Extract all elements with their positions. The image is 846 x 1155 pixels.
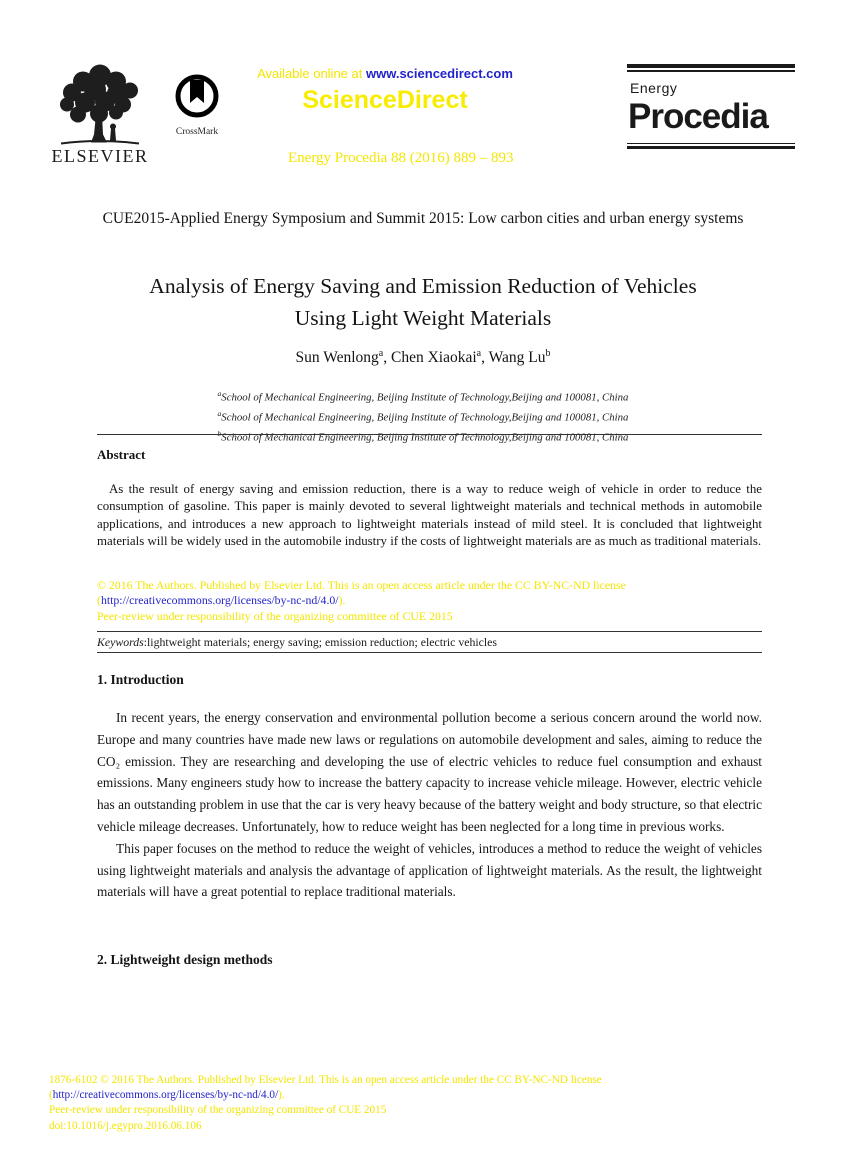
- affiliation-line: [83, 406, 763, 426]
- energy-procedia-logo: [627, 64, 795, 149]
- logo-rule-top-thick: [627, 64, 795, 68]
- author: [489, 349, 551, 366]
- introduction-heading: 1. Introduction: [97, 672, 184, 687]
- license-block: [97, 578, 777, 624]
- affiliation-line: [83, 386, 763, 406]
- crossmark-label: CrossMark: [175, 127, 219, 137]
- paren-open: (: [49, 1089, 53, 1102]
- author-separator: ,: [481, 349, 489, 367]
- keywords-line: [97, 635, 762, 650]
- affiliation-text: School of Mechanical Engineering, Beijing Institute of Technology,Beijing and 100081, China: [221, 411, 629, 424]
- logo-rule-top-thin: [627, 70, 795, 72]
- abstract-heading: Abstract: [97, 447, 146, 462]
- elsevier-wordmark: ELSEVIER: [51, 146, 149, 166]
- author-name: Sun Wenlong: [295, 349, 379, 367]
- authors-line: [83, 348, 763, 367]
- license-url-line: [97, 593, 777, 608]
- available-online-text: Available online at: [257, 66, 366, 81]
- intro-paragraph-1: In recent years, the energy conservation and environmental pollution become a serious concern around the world now. Europe and many countries have made new laws or regulations on automobile development and sales, aiming to reduce the CO₂ emission. They are researching and developing the use of electric vehicles to reduce fuel consumption and exhaust emissions. Many engineers study how to increase the battery capacity to increase vehicle mileage. However, electric vehicle has an outstanding problem in use that the car is very heavy because of the battery weight and body structure, so that electric vehicle mileage decreases. Unfortunately, how to reduce weight has been neglected for a long time in previous works.: [97, 710, 762, 834]
- available-online-line: [240, 66, 530, 81]
- affiliation-mark: a: [217, 389, 222, 398]
- affiliations-divider: [97, 434, 762, 435]
- peer-review-line: Peer-review under responsibility of the organizing committee of CUE 2015: [97, 608, 453, 623]
- paren-close: ).: [338, 593, 346, 608]
- author-affiliation-mark: b: [545, 348, 551, 359]
- conference-title: CUE2015-Applied Energy Symposium and Summit 2015: Low carbon cities and urban energy systems: [102, 210, 744, 227]
- sciencedirect-url-link[interactable]: www.sciencedirect.com: [365, 66, 513, 81]
- license-url-link[interactable]: http://creativecommons.org/licenses/by-nc-nd/4.0/: [100, 593, 339, 608]
- footer-url-line: [49, 1088, 769, 1103]
- keywords-label: Keywords: [97, 635, 144, 649]
- journal-logo-energy: Energy: [630, 79, 678, 96]
- paren-close: ).: [278, 1089, 285, 1102]
- footer-issn-line: 1876-6102 © 2016 The Authors. Published by Elsevier Ltd. This is an open access article under the CC BY-NC-ND license: [49, 1074, 602, 1086]
- logo-rule-bottom-thick: [627, 146, 795, 149]
- affiliation-line: [83, 426, 763, 446]
- journal-logo-procedia: Procedia: [628, 96, 768, 136]
- article-title: Analysis of Energy Saving and Emission Reduction of Vehicles Using Light Weight Materials: [149, 274, 697, 330]
- intro-paragraph-2: This paper focuses on the method to reduce the weight of vehicles, introduces a method to reduce the weight of vehicles using lightweight materials and analysis the advantage of application of lightweight materials. As the result, the lightweight materials will have a great potential to replace traditional materials.: [97, 840, 762, 900]
- footer-url-link[interactable]: http://creativecommons.org/licenses/by-nc-nd/4.0/: [52, 1089, 279, 1102]
- author-affiliation-mark: a: [476, 348, 482, 359]
- journal-citation: Energy Procedia 88 (2016) 889 – 893: [288, 150, 514, 166]
- affiliation-mark: b: [217, 429, 222, 439]
- keywords-divider-bottom: [97, 652, 762, 653]
- author-separator: ,: [383, 349, 391, 367]
- sciencedirect-block: [240, 66, 530, 115]
- logo-rule-bottom-thin: [627, 143, 795, 145]
- affiliation-text: School of Mechanical Engineering, Beijing Institute of Technology,Beijing and 100081, China: [221, 391, 629, 404]
- crossmark-badge[interactable]: [171, 72, 223, 137]
- footer-doi: doi:10.1016/j.egypro.2016.06.106: [49, 1119, 202, 1132]
- abstract-body: As the result of energy saving and emission reduction, there is a way to reduce weigh of vehicle in order to reduce the consumption of gasoline. This paper is mainly devoted to several lightweight materials and technical methods in automobile applications, and introduces a new approach to lightweight materials instead of mild steel. It is concluded that lightweight materials will be widely used in the automobile industry if the costs of lightweight materials are as much as traditional materials.: [97, 482, 762, 548]
- introduction-body: [97, 707, 762, 903]
- author: [391, 349, 489, 366]
- crossmark-bookmark-icon: [173, 107, 221, 124]
- affiliation-text: School of Mechanical Engineering, Beijing Institute of Technology,Beijing and 100081, China: [221, 431, 629, 444]
- license-line: © 2016 The Authors. Published by Elsevier Ltd. This is an open access article under the CC BY-NC-ND license: [97, 578, 626, 592]
- footer-block: [49, 1073, 769, 1134]
- author: [296, 349, 392, 366]
- sciencedirect-wordmark: ScienceDirect: [302, 86, 468, 114]
- paren-open: (: [97, 593, 101, 608]
- keywords-text: :lightweight materials; energy saving; emission reduction; electric vehicles: [143, 635, 498, 649]
- affiliations-block: [83, 386, 763, 446]
- author-name: Chen Xiaokai: [391, 349, 477, 367]
- author-affiliation-mark: a: [378, 348, 384, 359]
- affiliation-mark: a: [217, 409, 222, 419]
- footer-peer-review-line: Peer-review under responsibility of the organizing committee of CUE 2015: [49, 1104, 387, 1117]
- elsevier-tree-icon: [55, 62, 145, 148]
- author-name: Wang Lu: [488, 349, 546, 367]
- keywords-divider-top: [97, 631, 762, 632]
- section-2-heading: 2. Lightweight design methods: [97, 952, 273, 967]
